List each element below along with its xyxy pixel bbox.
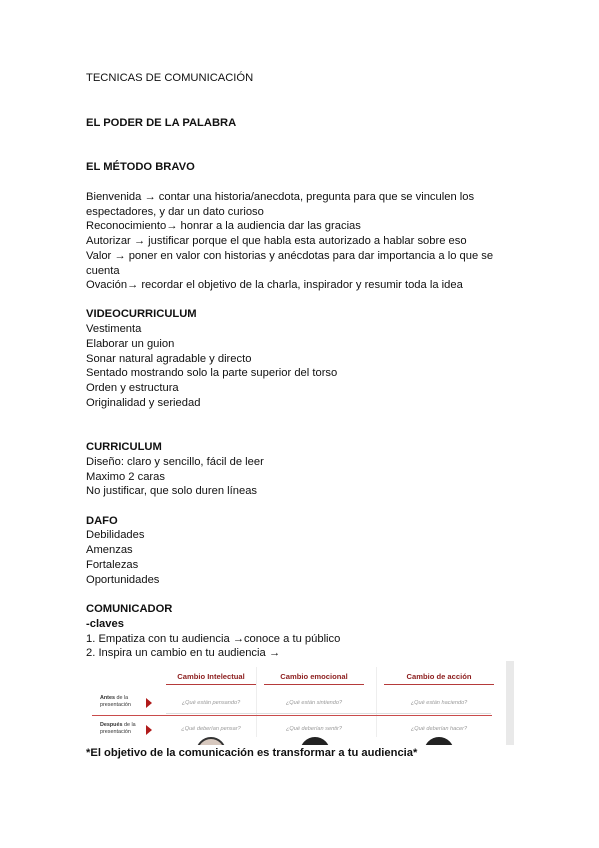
table-cell: ¿Qué deberían sentir? [286,726,342,732]
videocv-item: Sentado mostrando solo la parte superior del torso [86,367,338,379]
conclusion-text: *El objetivo de la comunicación es transformar a tu audiencia* [86,747,418,759]
bravo-line: Valor → poner en valor con historias y anécdotas para dar importancia a lo que se [86,250,494,262]
row-label-antes: Antes de la presentación [100,695,131,708]
header-underline [264,684,364,685]
dafo-item: Amenzas [86,544,133,556]
table-cell: ¿Qué están pensando? [181,700,241,706]
bravo-line: Reconocimiento→ honrar a la audiencia dar las gracias [86,220,361,232]
column-separator [376,667,377,737]
bravo-line: Autorizar → justificar porque el que habla esta autorizado a hablar sobre eso [86,235,467,247]
table-cell: ¿Qué deberían pensar? [181,726,241,732]
row-divider [166,713,491,714]
section-heading-bravo: EL MÉTODO BRAVO [86,161,195,173]
bravo-line: cuenta [86,265,120,277]
table-cell: ¿Qué están sintiendo? [285,700,343,706]
cv-item: Diseño: claro y sencillo, fácil de leer [86,456,264,468]
section-heading-videocv: VIDEOCURRICULUM [86,308,197,320]
section-heading-dafo: DAFO [86,515,118,527]
bravo-line: espectadores, y dar un dato curioso [86,206,264,218]
row-arrow-icon [146,725,152,735]
doc-title: TECNICAS DE COMUNICACIÓN [86,72,254,84]
dafo-item: Fortalezas [86,559,139,571]
change-table-image [86,661,514,745]
portrait-image [196,737,226,745]
videocv-item: Originalidad y seriedad [86,397,201,409]
cv-item: No justificar, que solo duren líneas [86,485,258,497]
row-label-despues: Después de la presentación [100,722,136,735]
videocv-item: Sonar natural agradable y directo [86,353,252,365]
row-divider-accent [92,715,492,716]
videocv-item: Vestimenta [86,323,142,335]
table-cell: ¿Qué deberían hacer? [410,726,468,732]
row-arrow-icon [146,698,152,708]
dafo-item: Debilidades [86,529,145,541]
dafo-item: Oportunidades [86,574,160,586]
column-separator [256,667,257,737]
table-header-intelectual: Cambio Intelectual [177,672,245,681]
cv-item: Maximo 2 caras [86,471,165,483]
clave-item: 1. Empatiza con tu audiencia →conoce a tu público [86,633,341,645]
section-heading-comunicador: COMUNICADOR [86,603,173,615]
table-header-accion: Cambio de acción [406,672,472,681]
table-header-emocional: Cambio emocional [280,672,348,681]
section-heading-cv: CURRICULUM [86,441,162,453]
header-underline [384,684,494,685]
header-underline [166,684,256,685]
bravo-line: Ovación→ recordar el objetivo de la charla, inspirador y resumir toda la idea [86,279,463,291]
videocv-item: Orden y estructura [86,382,179,394]
section-heading-poder: EL PODER DE LA PALABRA [86,117,237,129]
videocv-item: Elaborar un guion [86,338,175,350]
portrait-image [300,737,330,745]
image-edge-strip [506,661,514,745]
bravo-line: Bienvenida → contar una historia/anecdota, pregunta para que se vinculen los [86,191,475,203]
table-cell: ¿Qué están haciendo? [410,700,468,706]
portrait-image [424,737,454,745]
claves-heading: -claves [86,618,124,630]
clave-item: 2. Inspira un cambio en tu audiencia → [86,647,281,659]
